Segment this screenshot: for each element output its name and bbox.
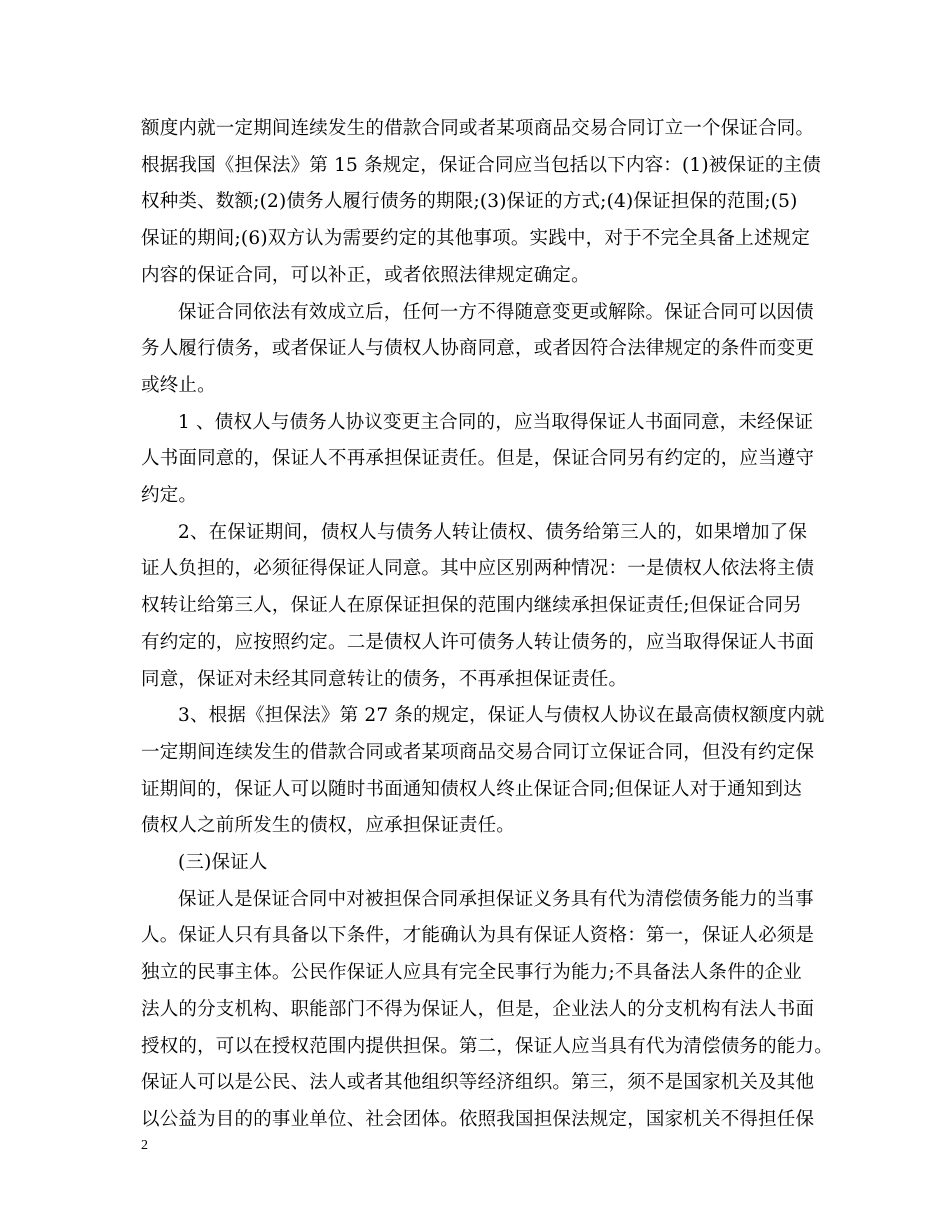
text-line: 保证的期间;(6)双方认为需要约定的其他事项。实践中，对于不完全具备上述规定 (141, 228, 811, 250)
text-line: 内容的保证合同，可以补正，或者依照法律规定确定。 (141, 264, 590, 286)
text-line: 根据我国《担保法》第 15 条规定，保证合同应当包括以下内容：(1)被保证的主债 (141, 154, 822, 176)
section-heading: (三)保证人 (178, 852, 268, 873)
text-line: 人。保证人只有具备以下条件，才能确认为具有保证人资格：第一，保证人必须是 (141, 925, 815, 947)
text-line: 授权的，可以在授权范围内提供担保。第二，保证人应当具有代为清偿债务的能力。 (141, 1035, 833, 1057)
text-line: 2、在保证期间，债权人与债务人转让债权、债务给第三人的，如果增加了保 (178, 521, 808, 543)
text-line: 独立的民事主体。公民作保证人应具有完全民事行为能力;不具备法人条件的企业 (141, 962, 802, 984)
text-line: 保证人可以是公民、法人或者其他组织等经济组织。第三，须不是国家机关及其他 (141, 1072, 815, 1094)
text-line: 以公益为目的的事业单位、社会团体。依照我国担保法规定，国家机关不得担任保 (141, 1108, 815, 1130)
text-line: 人书面同意的，保证人不再承担保证责任。但是，保证合同另有约定的，应当遵守 (141, 448, 815, 470)
text-line: 保证人是保证合同中对被担保合同承担保证义务具有代为清偿债务能力的当事 (178, 888, 814, 910)
text-line: 证人负担的，必须征得保证人同意。其中应区别两种情况：一是债权人依法将主债 (141, 558, 815, 580)
text-line: 或终止。 (141, 374, 216, 396)
text-line: 证期间的，保证人可以随时书面通知债权人终止保证合同;但保证人对于通知到达 (141, 778, 802, 800)
text-line: 权转让给第三人，保证人在原保证担保的范围内继续承担保证责任;但保证合同另 (141, 595, 802, 617)
text-line: 额度内就一定期间连续发生的借款合同或者某项商品交易合同订立一个保证合同。 (141, 118, 815, 139)
text-line: 保证合同依法有效成立后，任何一方不得随意变更或解除。保证合同可以因债 (178, 301, 814, 323)
text-line: 债权人之前所发生的债权，应承担保证责任。 (141, 815, 516, 837)
text-line: 有约定的，应按照约定。二是债权人许可债务人转让债务的，应当取得保证人书面 (141, 631, 815, 653)
text-line: 务人履行债务，或者保证人与债权人协商同意，或者因符合法律规定的条件而变更 (141, 338, 815, 360)
text-line: 同意，保证对未经其同意转让的债务，不再承担保证责任。 (141, 668, 628, 690)
text-line: 约定。 (141, 485, 198, 506)
text-line: 3、根据《担保法》第 27 条的规定，保证人与债权人协议在最高债权额度内就 (178, 705, 825, 727)
text-line: 法人的分支机构、职能部门不得为保证人，但是，企业法人的分支机构有法人书面 (141, 998, 815, 1020)
page-number: 2 (141, 1138, 148, 1153)
text-line: 1 、债权人与债务人协议变更主合同的，应当取得保证人书面同意，未经保证 (178, 411, 814, 433)
text-line: 一定期间连续发生的借款合同或者某项商品交易合同订立保证合同，但没有约定保 (141, 741, 815, 763)
text-line: 权种类、数额;(2)债务人履行债务的期限;(3)保证的方式;(4)保证担保的范围;(5) (141, 191, 798, 213)
